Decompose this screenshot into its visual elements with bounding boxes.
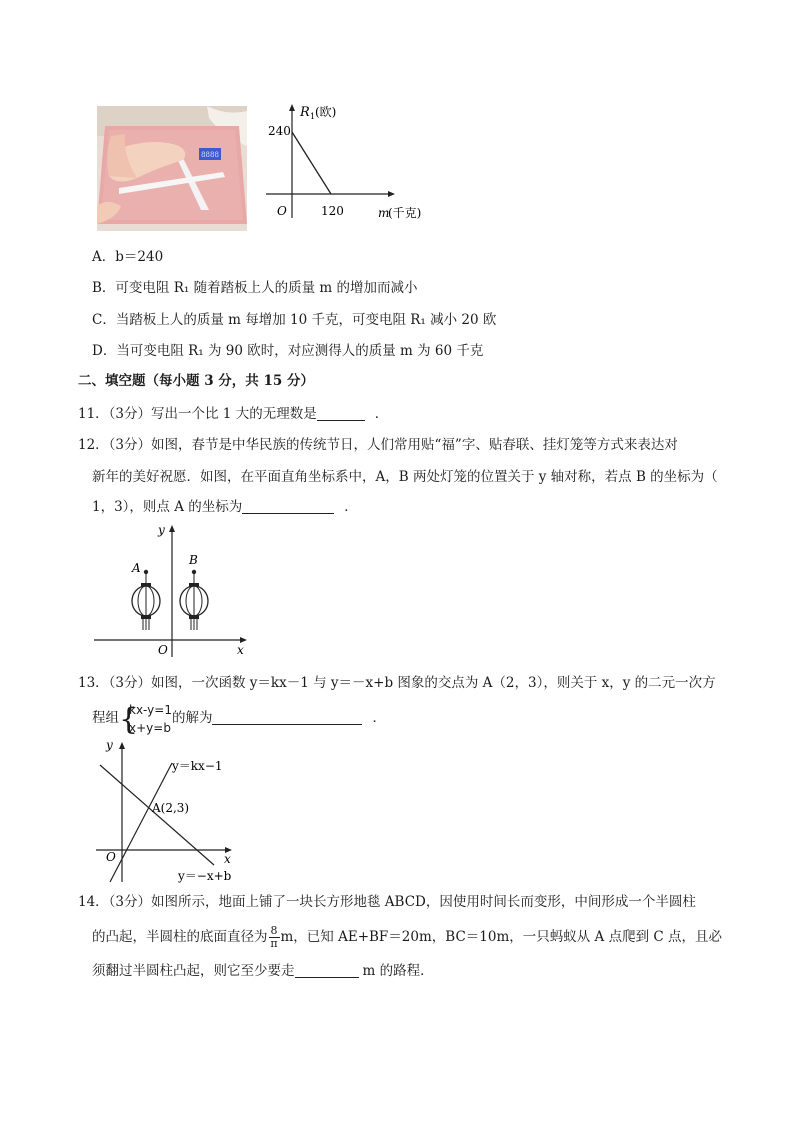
line-neg-x-label: y＝−x+b bbox=[178, 869, 232, 883]
q11-text: 11．（3分）写出一个比 1 大的无理数是 bbox=[78, 406, 317, 422]
question-11: 11．（3分）写出一个比 1 大的无理数是 ． bbox=[78, 406, 389, 422]
r1-mass-graph bbox=[258, 98, 438, 226]
q12-answer-blank bbox=[242, 499, 334, 514]
x-axis-label: x bbox=[224, 852, 231, 866]
x-axis-label: x bbox=[237, 643, 244, 657]
equation-system: { kx-y=1 x+y=b bbox=[119, 701, 172, 737]
linear-functions-graph bbox=[92, 737, 252, 887]
r-axis-subscript: 1 bbox=[310, 112, 316, 121]
option-a: A．b＝240 bbox=[92, 249, 164, 265]
q12-line-2: 新年的美好祝愿．如图，在平面直角坐标系中，A，B 两处灯笼的位置关于 y 轴对称，若点 B 的坐标为（ bbox=[92, 469, 718, 485]
intersection-label: A(2,3) bbox=[152, 801, 190, 815]
q14-line-1: 14．（3分）如图所示，地面上铺了一块长方形地毯 ABCD，因使用时间长而变形，中间形成一个半圆柱 bbox=[78, 894, 696, 910]
origin-label: O bbox=[277, 204, 287, 218]
q11-answer-blank bbox=[317, 406, 365, 421]
scale-display-text: 8888 bbox=[201, 151, 219, 159]
section-title: 二、填空题（每小题 3 分，共 15 分） bbox=[78, 373, 314, 389]
y-axis-label: y bbox=[158, 523, 165, 537]
option-c: C．当踏板上人的质量 m 每增加 10 千克，可变电阻 R₁ 减小 20 欧 bbox=[92, 312, 497, 328]
origin-label: O bbox=[158, 643, 168, 657]
scale-photo bbox=[97, 106, 247, 231]
point-a-label: A bbox=[132, 561, 141, 575]
q12-line-3: 1，3），则点 A 的坐标为 ． bbox=[92, 499, 358, 515]
option-d: D．当可变电阻 R₁ 为 90 欧时，对应测得人的质量 m 为 60 千克 bbox=[92, 343, 484, 359]
m-axis-unit: (千克) bbox=[388, 206, 422, 220]
line-kx-label: y＝kx−1 bbox=[172, 759, 223, 773]
m-axis-label: m bbox=[378, 206, 390, 220]
lantern-figure bbox=[92, 522, 252, 662]
point-b-label: B bbox=[189, 553, 198, 567]
q13-line-1: 13．（3分）如图，一次函数 y＝kx－1 与 y＝－x+b 图象的交点为 A（2，3），则关于 x，y 的二元一次方 bbox=[78, 675, 716, 691]
q13-line-2: 程组 { kx-y=1 x+y=b 的解为 ． bbox=[92, 701, 386, 737]
q13-answer-blank bbox=[212, 710, 362, 725]
q14-line-3: 须翻过半圆柱凸起，则它至少要走 m 的路程． bbox=[92, 963, 434, 979]
option-b: B．可变电阻 R₁ 随着踏板上人的质量 m 的增加而减小 bbox=[92, 280, 418, 296]
x-tick-120: 120 bbox=[321, 204, 344, 218]
r-axis-unit: (欧) bbox=[315, 105, 337, 119]
origin-label: O bbox=[106, 850, 116, 864]
q12-line-1: 12．（3分）如图，春节是中华民族的传统节日，人们常用贴“福”字、贴春联、挂灯笼等方式来表达对 bbox=[78, 437, 678, 453]
diameter-fraction: $\frac{8}{\pi}$ bbox=[270, 924, 278, 950]
q14-answer-blank bbox=[295, 963, 359, 978]
r-axis-label: R bbox=[300, 105, 310, 120]
y-tick-240: 240 bbox=[268, 124, 291, 138]
q14-line-2: 的凸起，半圆柱的底面直径为 $\frac{8}{\pi}$ m，已知 AE+BF＝20m，BC＝10m，一只蚂蚁从 A 点爬到 C 点，且必 bbox=[92, 924, 722, 950]
y-axis-label: y bbox=[106, 738, 113, 752]
